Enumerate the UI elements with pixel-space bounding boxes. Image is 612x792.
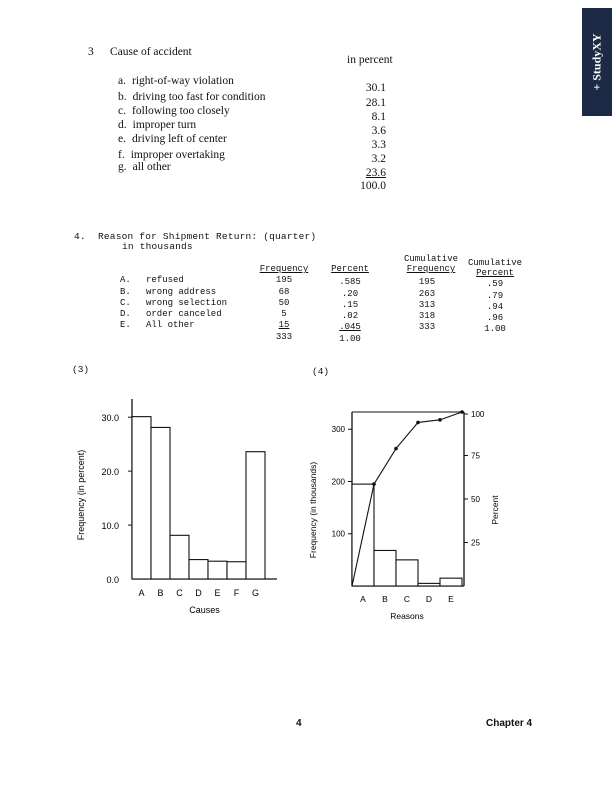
item-value: 3.3 [371,139,386,151]
item-letter: f. [118,149,125,161]
item-label: driving left of center [131,133,227,145]
row-freq: 5 [281,309,287,319]
accident-cause-item [118,119,196,131]
y-tick-label: 300 [331,425,345,435]
bar [189,560,208,579]
item-letter: b. [118,91,127,103]
item-label: following too closely [131,105,230,117]
header-cum-frequency: Frequency [406,264,456,274]
row-label: wrong selection [146,298,228,308]
bar [227,562,246,579]
header-frequency: Frequency [259,264,309,274]
item-value: 30.1 [365,82,386,94]
right-tick-label: 25 [471,538,480,548]
y-tick-label: 10.0 [101,521,119,532]
cumulative-point [438,418,442,422]
item-letter: g. [118,161,127,173]
x-tick-label: A [138,588,145,598]
x-axis-label: Causes [189,605,220,615]
header-percent: Percent [331,264,369,274]
bar [418,583,440,586]
x-tick-label: B [157,588,164,598]
item-value: 8.1 [371,111,386,123]
item-label: all other [132,161,171,173]
item-label: right-of-way violation [131,75,234,87]
bar [440,578,462,586]
right-tick-label: 50 [471,495,480,504]
bar [374,550,396,586]
x-tick-label: E [214,588,221,598]
row-pct: .15 [341,300,359,310]
section3-total: 100.0 [360,180,386,192]
y-tick-label: 20.0 [101,467,119,478]
cumulative-point [394,447,398,451]
row-cum-freq: 318 [418,311,436,321]
row-label: refused [146,275,184,285]
cum-pct-label-top: Cumulative [467,258,522,268]
bar [151,427,170,579]
cum-freq-label-top: Cumulative [403,254,458,264]
header-cum-percent: Percent [476,268,514,278]
x-tick-label: D [425,594,433,604]
y-axis-label: Frequency (in thousands) [308,461,318,559]
row-pct: .20 [341,289,359,299]
row-freq: 68 [278,287,290,297]
row-label: order canceled [146,309,222,319]
row-cum-pct: .79 [486,291,504,301]
item-label: improper turn [132,119,197,131]
x-tick-label: E [448,594,454,604]
row-freq: 50 [278,298,290,308]
row-cum-freq: 195 [418,277,436,287]
cumulative-point [372,482,376,486]
row-letter: E. [120,320,131,330]
y-tick-label: 0.0 [106,575,119,585]
row-pct: .585 [339,277,361,287]
y-axis-right-label: Percent [490,495,500,525]
row-cum-pct: .59 [486,279,504,289]
accident-cause-item [118,91,266,103]
row-cum-freq: 313 [418,300,436,310]
cumulative-point [460,410,464,414]
y-axis-label: Frequency (in percent) [76,449,86,541]
bar [396,560,418,586]
row-freq: 195 [275,275,293,285]
x-tick-label: C [176,588,183,598]
row-label: wrong address [146,287,217,297]
item-label: driving too fast for condition [132,91,266,103]
row-freq: 15 [278,320,290,330]
section3-number: 3 [88,46,94,58]
row-cum-pct: 1.00 [484,324,506,334]
row-pct: .045 [339,322,361,332]
item-value: 28.1 [365,97,386,109]
row-cum-pct: .94 [486,302,504,312]
chapter-label: Chapter 4 [486,718,533,729]
chart-label-3: (3) [72,364,90,375]
section3-unit-header: in percent [347,54,393,66]
x-axis-label: Reasons [390,611,424,621]
bar [170,535,189,579]
row-letter: A. [120,275,131,285]
accident-cause-item [118,149,225,161]
y-tick-label: 30.0 [101,413,119,424]
section4-subtitle: in thousands [122,241,193,252]
right-tick-label: 75 [471,451,480,461]
row-letter: C. [120,298,131,308]
x-tick-label: D [195,588,202,598]
item-letter: d. [118,119,127,131]
accident-cause-item [118,105,230,117]
item-letter: c. [118,105,126,117]
right-tick-label: 100 [471,410,485,419]
x-tick-label: C [403,594,411,604]
x-tick-label: B [382,594,388,604]
total-percent: 1.00 [339,334,361,344]
item-value: 23.6 [365,167,386,179]
badge-text: + StudyXY [589,33,604,91]
bar [208,561,227,579]
item-letter: e. [118,133,126,145]
row-letter: B. [120,287,131,297]
y-tick-label: 100 [331,529,345,539]
x-tick-label: F [233,588,240,598]
x-tick-label: G [251,588,260,598]
row-cum-freq: 263 [418,289,436,299]
cumulative-point [416,421,420,425]
row-cum-pct: .96 [486,313,504,323]
item-label: improper overtaking [130,149,225,161]
item-value: 3.2 [371,153,386,165]
accident-cause-item [118,133,227,145]
section4-title: Reason for Shipment Return: (quarter) [98,231,317,242]
row-pct: .02 [341,311,359,321]
bar [246,452,265,579]
page-number: 4 [296,718,302,729]
item-letter: a. [118,75,126,87]
x-tick-label: A [360,594,366,604]
item-value: 3.6 [371,125,386,137]
studyxy-badge [582,8,612,116]
total-frequency: 333 [275,332,293,342]
shipment-pareto-chart [300,400,525,630]
chart-label-4: (4) [312,366,330,377]
section3-title: Cause of accident [110,46,192,58]
bar [132,417,151,579]
row-letter: D. [120,309,131,319]
row-label: All other [146,320,195,330]
section4-number: 4. [74,231,86,242]
y-tick-label: 200 [331,477,345,487]
row-cum-freq: 333 [418,322,436,332]
accident-cause-item [118,75,234,87]
accident-cause-item [118,161,171,173]
cause-bar-chart [70,395,300,630]
